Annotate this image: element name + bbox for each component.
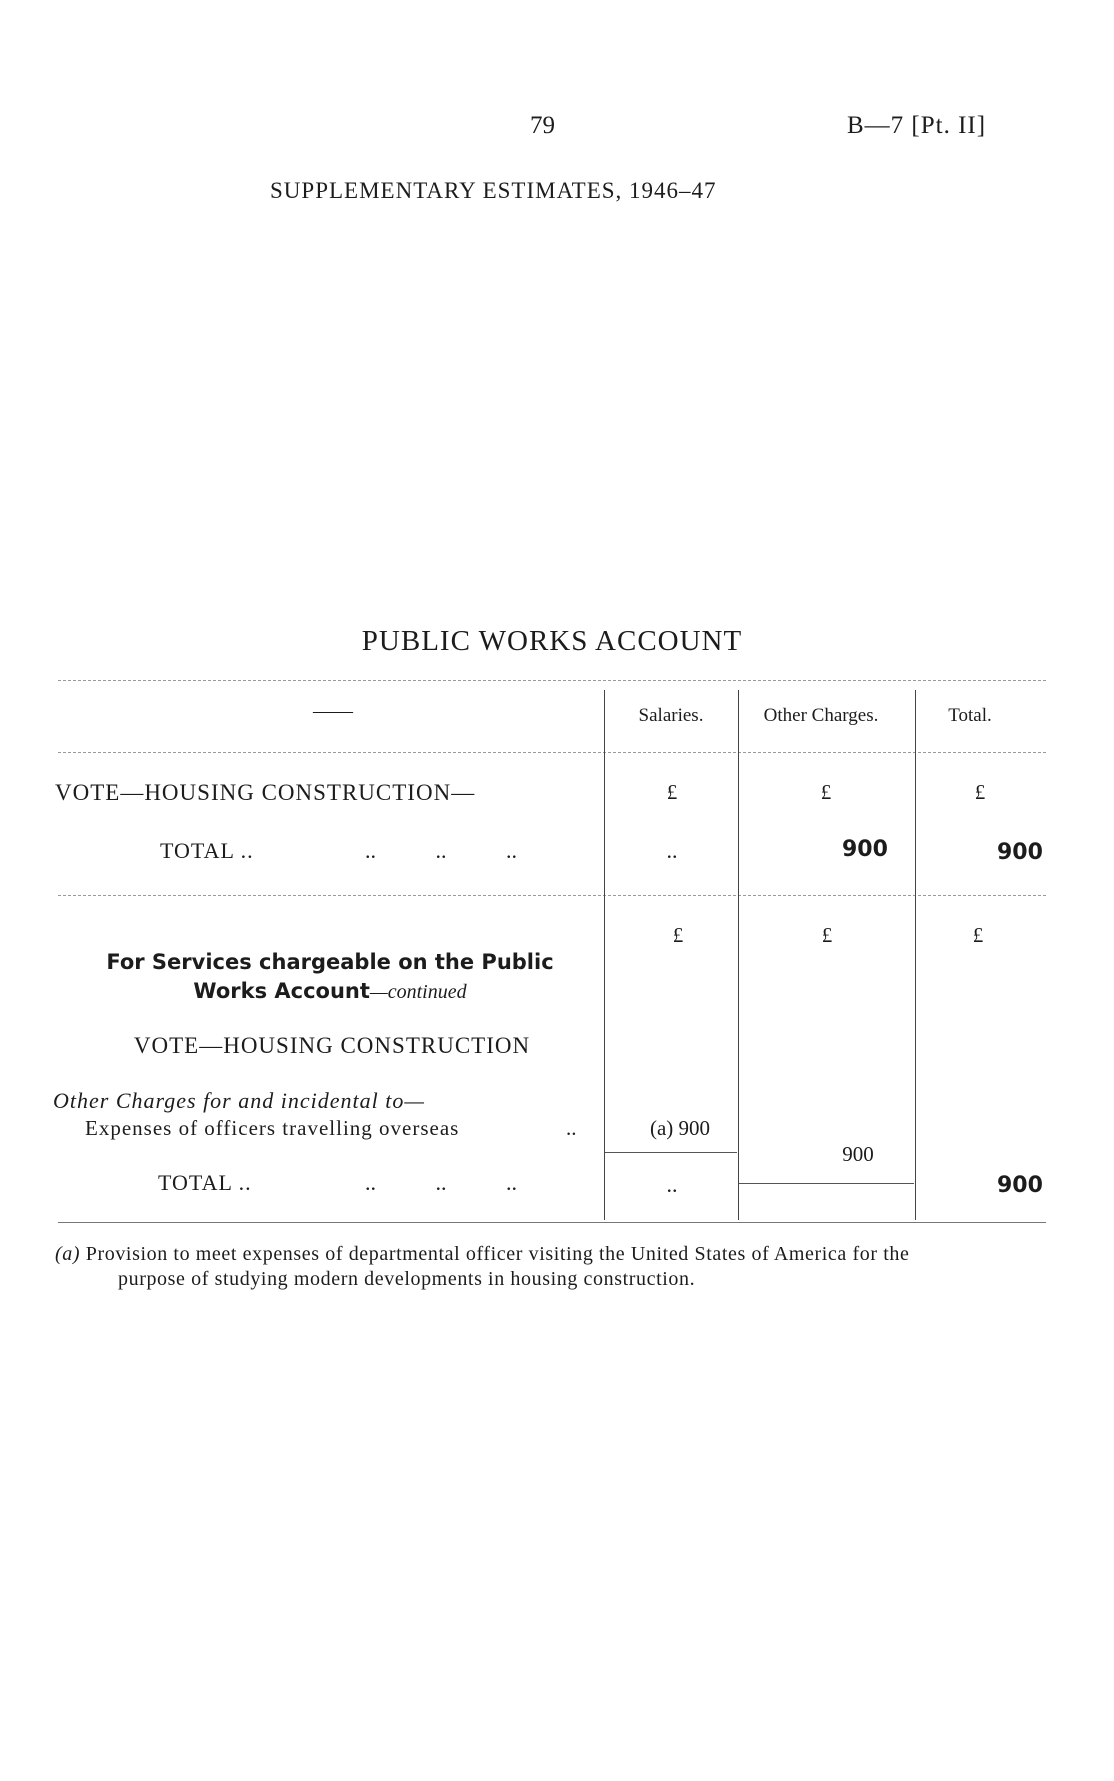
column-header-total: Total. [948, 705, 992, 726]
column-header-other-charges: Other Charges. [763, 705, 879, 726]
subhead-other-charges: Other Charges for and incidental to— [53, 1088, 425, 1113]
other-charges-total-1: 900 [842, 837, 888, 862]
footnote-marker: (a) [55, 1243, 81, 1265]
currency-total-2: £ [972, 923, 984, 947]
services-heading-bold: Works Account [193, 979, 370, 1003]
item-other-charges-amount: 900 [842, 1142, 874, 1166]
page-number: 79 [530, 112, 555, 139]
total-leaders-1: .. .. .. [365, 838, 517, 863]
total-leaders-2: .. .. .. [365, 1170, 517, 1195]
salaries-subtotal-rule [605, 1152, 737, 1153]
item-expenses-leaders: .. [566, 1116, 577, 1140]
column-divider-3 [915, 690, 916, 1220]
column-divider-1 [604, 690, 605, 1220]
column-header-description: —— [313, 700, 353, 722]
currency-other-charges-2: £ [821, 923, 833, 947]
total-label-2: TOTAL .. [158, 1170, 252, 1195]
currency-salaries-1: £ [666, 780, 678, 804]
table-top-rule [58, 680, 1046, 681]
currency-salaries-2: £ [672, 923, 684, 947]
document-reference: B—7 [Pt. II] [847, 112, 987, 139]
other-charges-subtotal-rule [739, 1183, 914, 1184]
footnote-text-line1: Provision to meet expenses of departmental officer visiting the United States of America for the [85, 1243, 910, 1265]
salaries-total-1: .. [666, 838, 678, 863]
footnote-line1 [55, 1243, 909, 1266]
services-continued: —continued [369, 981, 467, 1003]
table-bottom-rule [58, 1222, 1046, 1223]
part-divider-rule [58, 895, 1046, 896]
column-header-rule [58, 752, 1046, 753]
column-header-salaries: Salaries. [638, 705, 704, 726]
services-heading-line1: For Services chargeable on the Public [106, 950, 554, 974]
item-expenses-label: Expenses of officers travelling overseas [85, 1116, 460, 1140]
currency-total-1: £ [974, 780, 986, 804]
section-title: PUBLIC WORKS ACCOUNT [361, 625, 743, 657]
column-divider-2 [738, 690, 739, 1220]
grand-total-1: 900 [997, 840, 1043, 865]
item-salaries-amount: (a) 900 [649, 1116, 711, 1140]
vote-heading-1: VOTE—HOUSING CONSTRUCTION— [55, 780, 476, 805]
salaries-total-2: .. [666, 1172, 678, 1197]
total-label-1: TOTAL .. [160, 838, 254, 863]
services-heading-line2 [193, 979, 466, 1004]
grand-total-2: 900 [997, 1173, 1043, 1198]
running-title: SUPPLEMENTARY ESTIMATES, 1946–47 [270, 178, 717, 203]
footnote-line2: purpose of studying modern developments in housing construction. [118, 1268, 696, 1290]
currency-other-charges-1: £ [820, 780, 832, 804]
vote-heading-2: VOTE—HOUSING CONSTRUCTION [133, 1033, 531, 1058]
